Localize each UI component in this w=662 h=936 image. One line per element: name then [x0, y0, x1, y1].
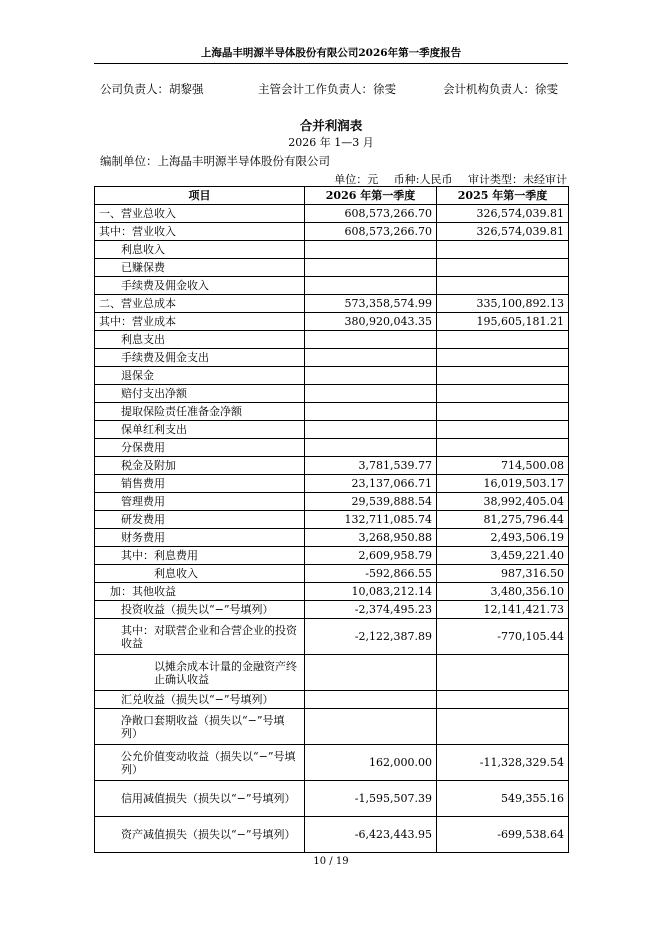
row-current-value: -2,374,495.23 — [305, 601, 437, 619]
row-item-label: 手续费及佣金收入 — [95, 277, 305, 295]
row-current-value: 608,573,266.70 — [305, 223, 437, 241]
row-current-value — [305, 655, 437, 691]
row-item-label: 资产减值损失（损失以“−”号填列） — [95, 817, 305, 853]
row-item-label: 以摊余成本计量的金融资产终止确认收益 — [95, 655, 305, 691]
row-item-label: 一、营业总收入 — [95, 205, 305, 223]
table-row — [95, 565, 569, 583]
currency-label: 币种:人民币 — [393, 173, 453, 186]
table-row — [95, 259, 569, 277]
row-prior-value — [437, 385, 569, 403]
row-prior-value — [437, 709, 569, 745]
row-current-value — [305, 709, 437, 745]
row-current-value — [305, 691, 437, 709]
row-prior-value: 16,019,503.17 — [437, 475, 569, 493]
row-current-value: 608,573,266.70 — [305, 205, 437, 223]
row-item-label: 退保金 — [95, 367, 305, 385]
row-current-value: 3,781,539.77 — [305, 457, 437, 475]
table-row — [95, 781, 569, 817]
row-current-value: -6,423,443.95 — [305, 817, 437, 853]
row-item-label: 税金及附加 — [95, 457, 305, 475]
row-prior-value — [437, 331, 569, 349]
row-item-label: 其中：利息费用 — [95, 547, 305, 565]
row-prior-value — [437, 655, 569, 691]
row-item-label: 汇兑收益（损失以“−”号填列） — [95, 691, 305, 709]
row-current-value: 573,358,574.99 — [305, 295, 437, 313]
row-item-label: 信用减值损失（损失以“−”号填列） — [95, 781, 305, 817]
table-body — [95, 205, 569, 853]
row-current-value — [305, 277, 437, 295]
row-prior-value — [437, 241, 569, 259]
row-current-value — [305, 403, 437, 421]
row-item-label: 其中：营业收入 — [95, 223, 305, 241]
row-prior-value — [437, 439, 569, 457]
table-row — [95, 205, 569, 223]
table-row — [95, 655, 569, 691]
row-prior-value: -770,105.44 — [437, 619, 569, 655]
row-prior-value: -699,538.64 — [437, 817, 569, 853]
table-row — [95, 511, 569, 529]
page-number: 10 / 19 — [313, 856, 349, 867]
row-current-value — [305, 367, 437, 385]
row-item-label: 分保费用 — [95, 439, 305, 457]
unit-label: 单位：元 — [334, 173, 379, 186]
row-prior-value: 2,493,506.19 — [437, 529, 569, 547]
table-row — [95, 439, 569, 457]
row-current-value — [305, 385, 437, 403]
row-current-value: 132,711,085.74 — [305, 511, 437, 529]
row-prior-value — [437, 421, 569, 439]
row-prior-value: 549,355.16 — [437, 781, 569, 817]
row-prior-value — [437, 277, 569, 295]
table-row — [95, 817, 569, 853]
row-item-label: 保单红利支出 — [95, 421, 305, 439]
row-prior-value — [437, 259, 569, 277]
row-item-label: 利息支出 — [95, 331, 305, 349]
row-item-label: 公允价值变动收益（损失以“−”号填列） — [95, 745, 305, 781]
row-current-value — [305, 331, 437, 349]
row-item-label: 研发费用 — [95, 511, 305, 529]
row-current-value: -1,595,507.39 — [305, 781, 437, 817]
row-item-label: 其中：对联营企业和合营企业的投资收益 — [95, 619, 305, 655]
row-prior-value: 195,605,181.21 — [437, 313, 569, 331]
row-current-value: 2,609,958.79 — [305, 547, 437, 565]
row-prior-value: -11,328,329.54 — [437, 745, 569, 781]
row-prior-value: 335,100,892.13 — [437, 295, 569, 313]
table-row — [95, 241, 569, 259]
row-item-label: 利息收入 — [95, 565, 305, 583]
row-current-value: 23,137,066.71 — [305, 475, 437, 493]
row-prior-value: 714,500.08 — [437, 457, 569, 475]
table-row — [95, 277, 569, 295]
row-current-value — [305, 439, 437, 457]
row-item-label: 其中：营业成本 — [95, 313, 305, 331]
row-current-value: -2,122,387.89 — [305, 619, 437, 655]
audit-type-label: 审计类型：未经审计 — [468, 173, 567, 186]
row-current-value: 29,539,888.54 — [305, 493, 437, 511]
row-current-value — [305, 259, 437, 277]
preparing-company: 编制单位：上海晶丰明源半导体股份有限公司 — [100, 154, 330, 168]
table-row — [95, 331, 569, 349]
table-row — [95, 493, 569, 511]
table-row — [95, 619, 569, 655]
statement-title: 合并利润表 — [299, 118, 363, 133]
accounting-dept-head-signature: 会计机构负责人：徐雯 — [443, 82, 558, 96]
row-prior-value — [437, 691, 569, 709]
row-item-label: 投资收益（损失以“−”号填列） — [95, 601, 305, 619]
row-current-value: 162,000.00 — [305, 745, 437, 781]
row-prior-value: 3,459,221.40 — [437, 547, 569, 565]
table-row — [95, 403, 569, 421]
table-row — [95, 421, 569, 439]
column-header-prior: 2025 年第一季度 — [437, 187, 569, 205]
row-item-label: 销售费用 — [95, 475, 305, 493]
row-prior-value: 326,574,039.81 — [437, 223, 569, 241]
table-row — [95, 601, 569, 619]
table-row — [95, 529, 569, 547]
table-row — [95, 367, 569, 385]
row-prior-value — [437, 349, 569, 367]
row-item-label: 净敞口套期收益（损失以“−”号填列） — [95, 709, 305, 745]
table-row — [95, 349, 569, 367]
table-row — [95, 223, 569, 241]
table-row — [95, 691, 569, 709]
row-item-label: 财务费用 — [95, 529, 305, 547]
table-row — [95, 313, 569, 331]
row-item-label: 管理费用 — [95, 493, 305, 511]
company-head-signature: 公司负责人：胡黎强 — [100, 82, 204, 96]
row-prior-value: 326,574,039.81 — [437, 205, 569, 223]
table-row — [95, 709, 569, 745]
row-item-label: 加：其他收益 — [95, 583, 305, 601]
row-current-value: -592,866.55 — [305, 565, 437, 583]
statement-period: 2026 年 1—3 月 — [288, 136, 374, 149]
income-statement-table — [94, 186, 569, 853]
table-header-row — [95, 187, 569, 205]
row-item-label: 赔付支出净额 — [95, 385, 305, 403]
row-current-value: 10,083,212.14 — [305, 583, 437, 601]
row-current-value — [305, 241, 437, 259]
statement-meta — [322, 171, 567, 187]
row-prior-value — [437, 367, 569, 385]
column-header-item: 项目 — [95, 187, 305, 205]
row-item-label: 二、营业总成本 — [95, 295, 305, 313]
row-prior-value: 38,992,405.04 — [437, 493, 569, 511]
table-row — [95, 385, 569, 403]
table-row — [95, 457, 569, 475]
row-prior-value: 987,316.50 — [437, 565, 569, 583]
row-prior-value — [437, 403, 569, 421]
row-item-label: 提取保险责任准备金净额 — [95, 403, 305, 421]
table-row — [95, 295, 569, 313]
row-prior-value: 81,275,796.44 — [437, 511, 569, 529]
row-current-value: 3,268,950.88 — [305, 529, 437, 547]
row-prior-value: 3,480,356.10 — [437, 583, 569, 601]
row-item-label: 手续费及佣金支出 — [95, 349, 305, 367]
row-item-label: 已赚保费 — [95, 259, 305, 277]
accounting-head-signature: 主管会计工作负责人：徐雯 — [258, 82, 396, 96]
column-header-current: 2026 年第一季度 — [305, 187, 437, 205]
table-row — [95, 583, 569, 601]
table-row — [95, 475, 569, 493]
row-current-value: 380,920,043.35 — [305, 313, 437, 331]
report-header: 上海晶丰明源半导体股份有限公司2026年第一季度报告 — [200, 47, 462, 59]
header-divider — [94, 63, 568, 64]
row-prior-value: 12,141,421.73 — [437, 601, 569, 619]
table-row — [95, 547, 569, 565]
row-item-label: 利息收入 — [95, 241, 305, 259]
row-current-value — [305, 349, 437, 367]
table-row — [95, 745, 569, 781]
row-current-value — [305, 421, 437, 439]
